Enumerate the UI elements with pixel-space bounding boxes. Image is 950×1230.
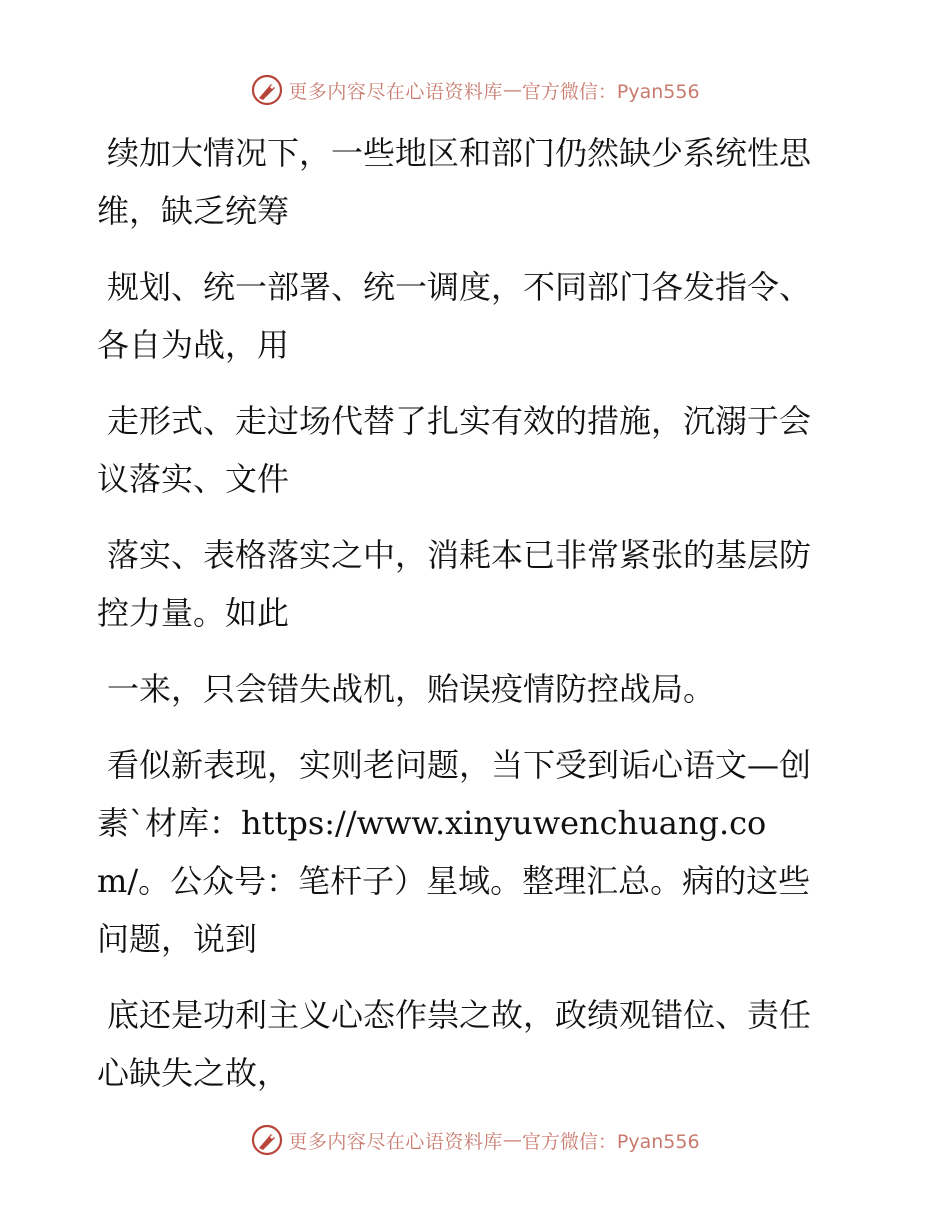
- paragraph: 落实、表格落实之中，消耗本已非常紧张的基层防控力量。如此: [97, 536, 812, 632]
- paragraph: 规划、统一部署、统一调度，不同部门各发指令、各自为战，用: [97, 268, 812, 364]
- header-banner: [0, 70, 950, 110]
- pen-nib-logo-icon: [250, 73, 284, 107]
- footer-brand: 更多内容尽在心语资料库: [288, 1130, 503, 1153]
- paragraph: 续加大情况下，一些地区和部门仍然缺少系统性思维，缺乏统筹: [97, 134, 812, 230]
- paragraph: 走形式、走过场代替了扎实有效的措施，沉溺于会议落实、文件: [97, 402, 812, 498]
- header-separator: —: [502, 79, 522, 101]
- header-brand: 更多内容尽在心语资料库: [288, 80, 503, 103]
- footer-separator: —: [502, 1129, 522, 1151]
- paragraph: 看似新表现，实则老问题，当下受到诟心语文—创素`材库：https://www.xinyuwenchuang.com/。公众号：笔杆子）星域。整理汇总。病的这些问题，说到: [97, 746, 812, 958]
- footer-contact: 官方微信：Pyan556: [521, 1130, 700, 1153]
- pen-nib-logo-icon: [250, 1123, 284, 1157]
- header-contact: 官方微信：Pyan556: [521, 80, 700, 103]
- document-body: [97, 124, 837, 1120]
- paragraph: 一来，只会错失战机，贻误疫情防控战局。: [107, 670, 716, 708]
- paragraph: 底还是功利主义心态作祟之故，政绩观错位、责任心缺失之故，: [97, 996, 812, 1092]
- footer-banner: [0, 1120, 950, 1160]
